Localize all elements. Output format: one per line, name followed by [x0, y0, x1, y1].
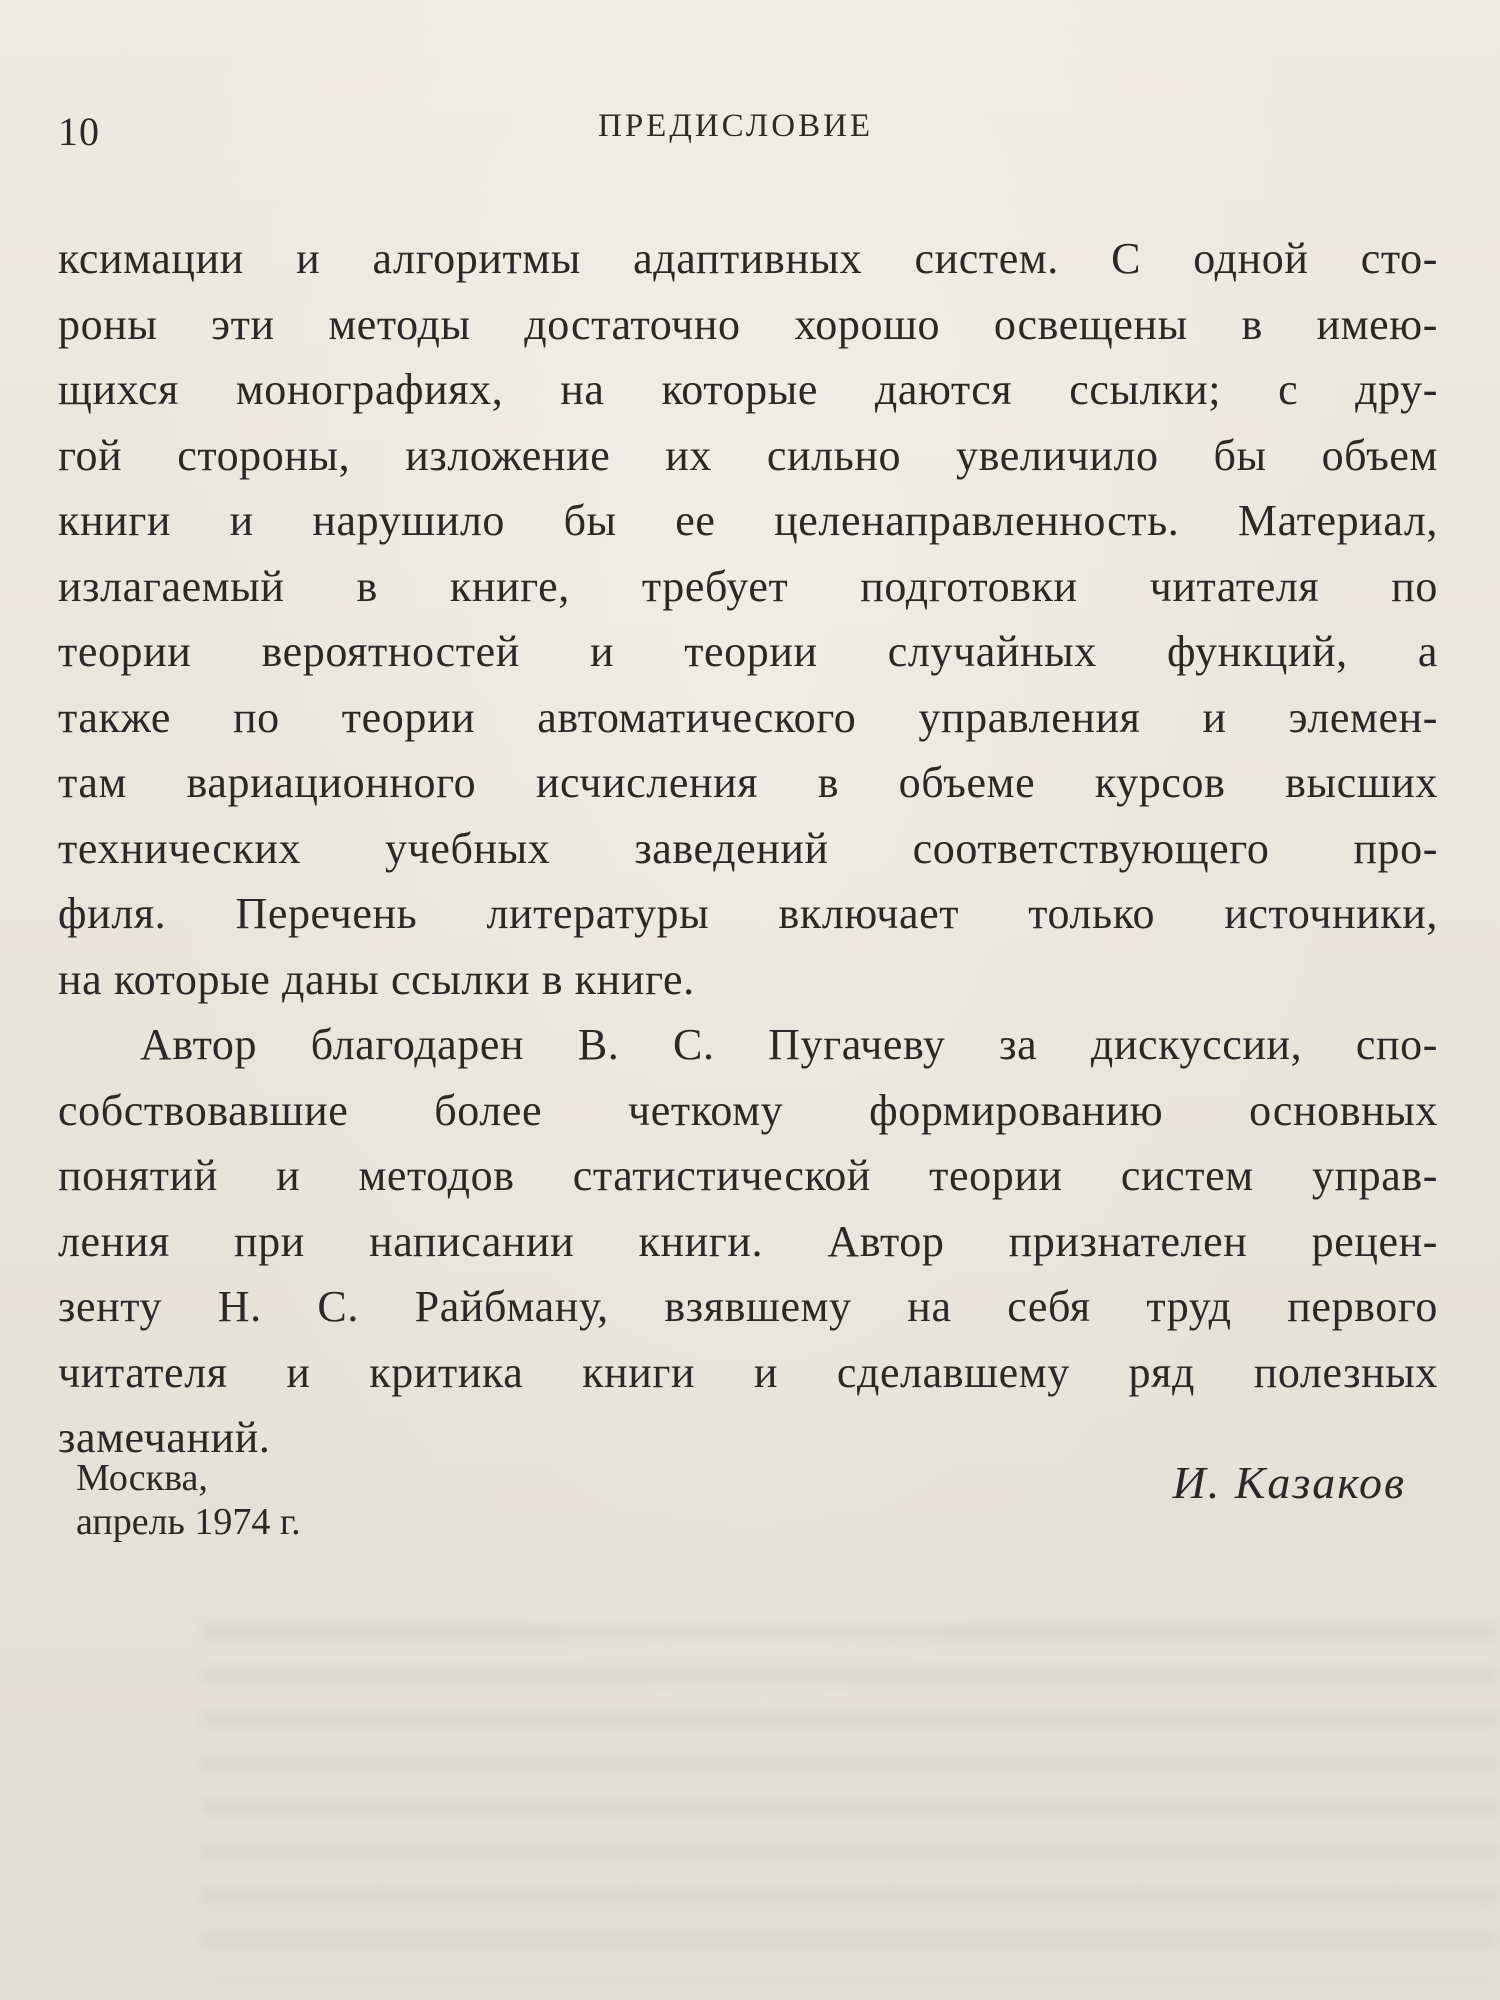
- text-line: щихся монографиях, на которые даются ссылки; с дру-: [58, 365, 1438, 414]
- text-line: понятий и методов статистической теории систем управ-: [58, 1151, 1438, 1200]
- signature-block: [76, 1456, 1436, 1576]
- text-line: ксимации и алгоритмы адаптивных систем. С одной сто-: [58, 234, 1438, 283]
- bleed-through-shadow: [200, 1600, 1500, 1980]
- text-line: там вариационного исчисления в объеме курсов высших: [58, 758, 1438, 807]
- page-number: 10: [58, 109, 100, 154]
- paragraph-1: [58, 226, 1438, 1012]
- running-head: [58, 108, 1458, 158]
- text-line: излагаемый в книге, требует подготовки читателя по: [58, 561, 1438, 611]
- author-name: И. Казаков: [1172, 1457, 1406, 1508]
- place: Москва,: [76, 1457, 208, 1499]
- text-line: читателя и критика книги и сделавшему ряд полезных: [58, 1347, 1438, 1397]
- text-line: замечаний.: [58, 1413, 271, 1462]
- text-line: ления при написании книги. Автор признателен рецен-: [58, 1216, 1438, 1266]
- text-line: теории вероятностей и теории случайных функций, а: [58, 627, 1438, 676]
- text-line: зенту Н. С. Райбману, взявшему на себя труд первого: [58, 1282, 1438, 1331]
- text-line: книги и нарушило бы ее целенаправленность. Материал,: [58, 496, 1438, 545]
- text-line: на которые даны ссылки в книге.: [58, 954, 695, 1004]
- text-line: технических учебных заведений соответствующего про-: [58, 823, 1438, 873]
- body-text: [58, 226, 1438, 1471]
- text-line: филя. Перечень литературы включает только источники,: [58, 889, 1438, 938]
- text-line: Автор благодарен В. С. Пугачеву за дискуссии, спо-: [140, 1020, 1438, 1069]
- text-line: собствовавшие более четкому формированию основных: [58, 1085, 1438, 1135]
- place-date: [76, 1456, 301, 1544]
- text-line: также по теории автоматического управления и элемен-: [58, 692, 1438, 742]
- section-title: ПРЕДИСЛОВИЕ: [598, 108, 874, 144]
- text-line: гой стороны, изложение их сильно увеличило бы объем: [58, 430, 1438, 480]
- text-line: роны эти методы достаточно хорошо освещены в имею-: [58, 299, 1438, 349]
- date: апрель 1974 г.: [76, 1501, 301, 1543]
- paragraph-2: [58, 1012, 1438, 1471]
